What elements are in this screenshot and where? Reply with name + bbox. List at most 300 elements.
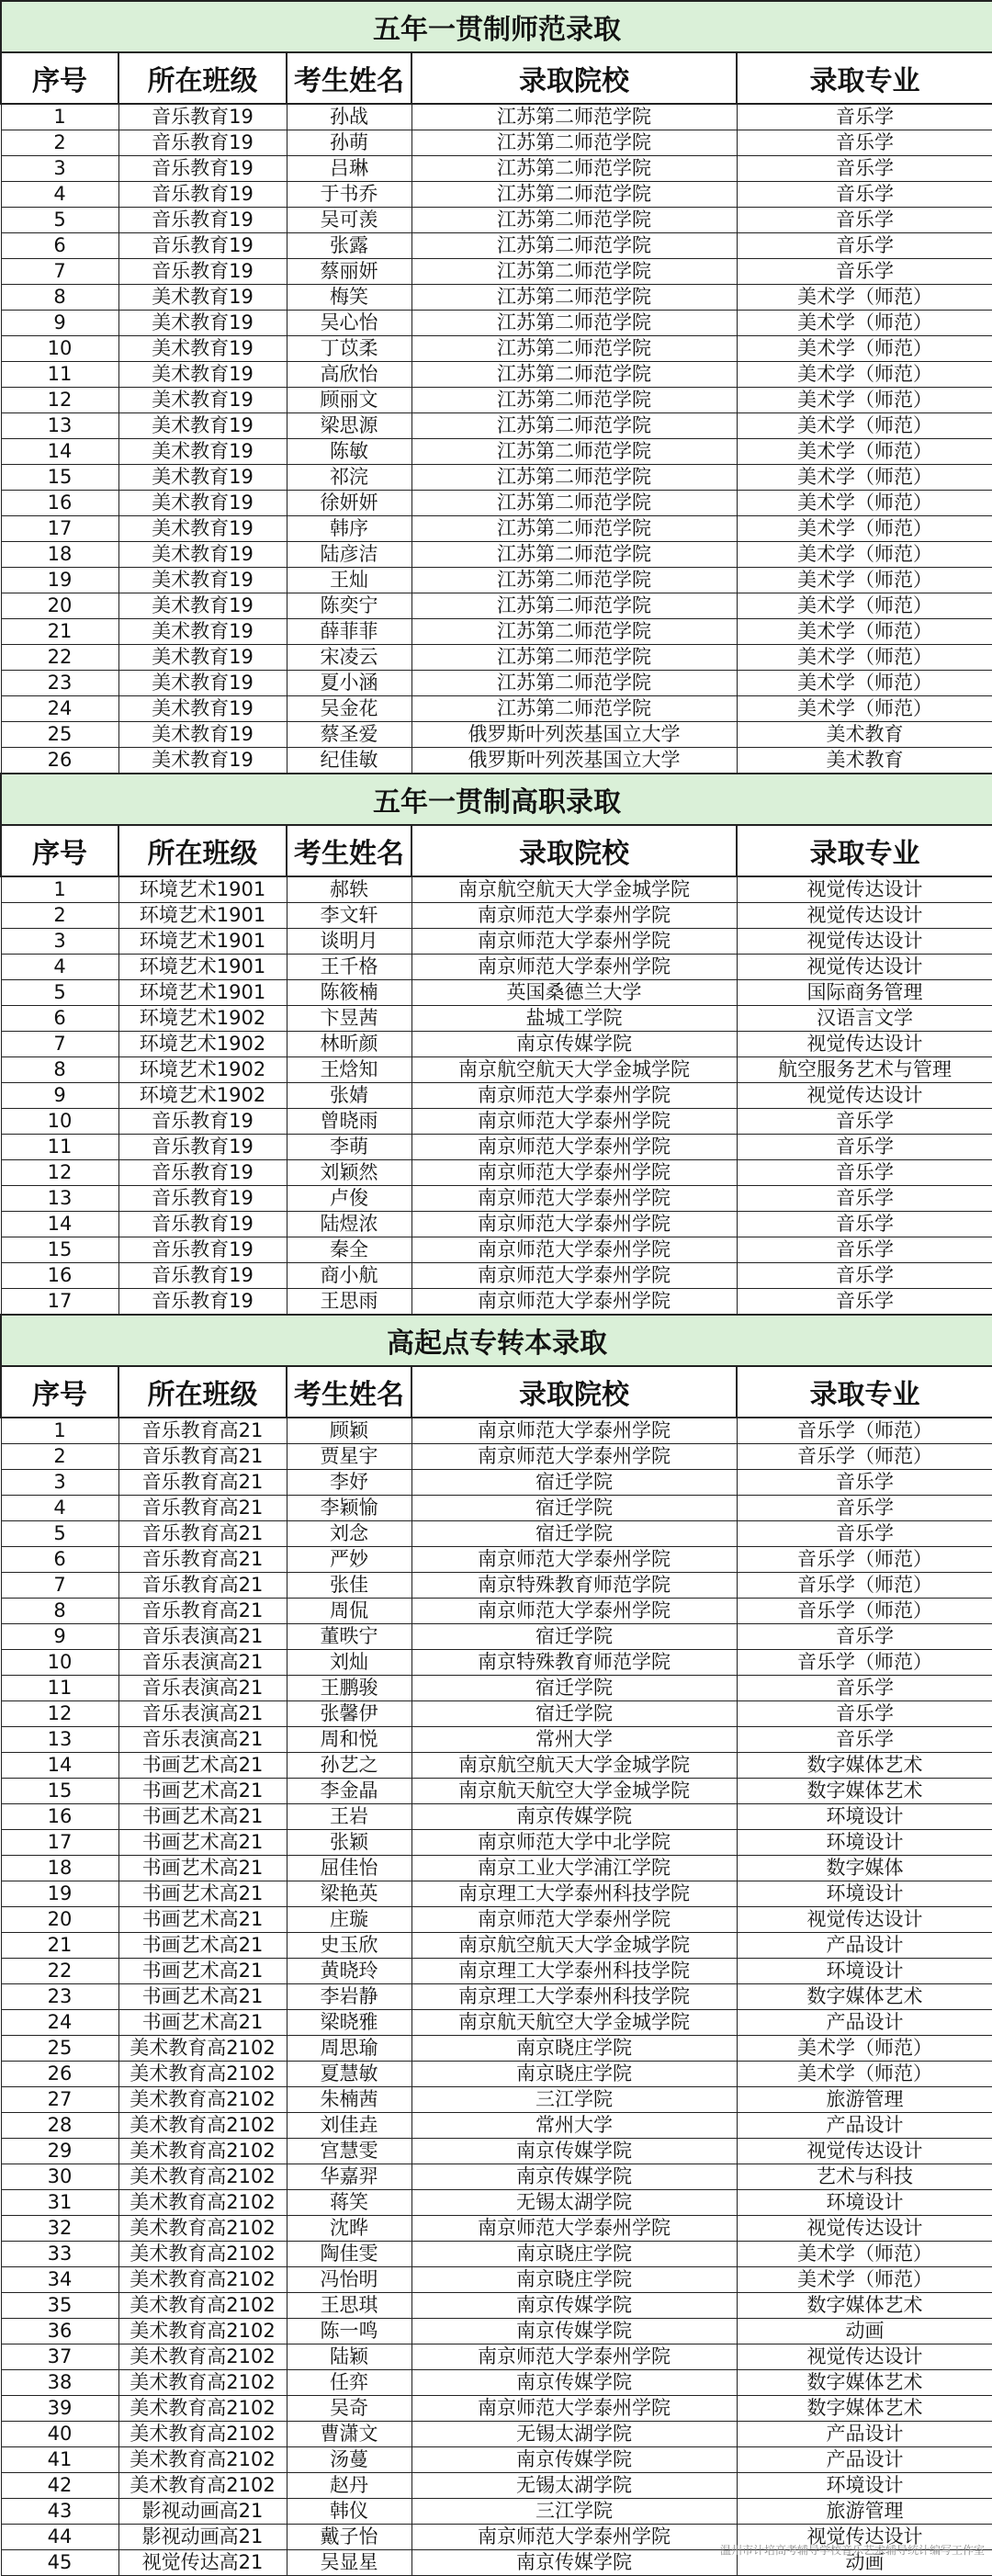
cell-student-name: 夏小涵 (287, 671, 411, 696)
table-row (1, 1263, 992, 1289)
table-row (1, 1907, 992, 1933)
cell-school: 南京晓庄学院 (411, 2062, 737, 2087)
cell-class: 书画艺术高21 (118, 1753, 287, 1779)
cell-school: 江苏第二师范学院 (411, 593, 737, 619)
cell-major: 音乐学 (737, 208, 992, 233)
cell-school: 江苏第二师范学院 (411, 413, 737, 439)
cell-student-name: 华嘉羿 (287, 2164, 411, 2190)
cell-class: 美术教育高2102 (118, 2319, 287, 2344)
cell-index: 3 (1, 156, 118, 182)
cell-index: 20 (1, 593, 118, 619)
table-row (1, 696, 992, 722)
cell-index: 29 (1, 2139, 118, 2164)
table-row (1, 1701, 992, 1727)
table-row (1, 955, 992, 980)
header-row (1, 825, 992, 876)
cell-student-name: 刘念 (287, 1521, 411, 1547)
cell-index: 9 (1, 1624, 118, 1650)
cell-class: 环境艺术1901 (118, 903, 287, 929)
cell-major: 美术学（师范） (737, 2267, 992, 2293)
cell-index: 19 (1, 1881, 118, 1907)
cell-major: 美术学（师范） (737, 2036, 992, 2062)
cell-major: 美术学（师范） (737, 336, 992, 362)
cell-index: 6 (1, 1006, 118, 1032)
cell-class: 环境艺术1901 (118, 955, 287, 980)
cell-school: 南京晓庄学院 (411, 2036, 737, 2062)
cell-index: 31 (1, 2190, 118, 2216)
cell-student-name: 梅笑 (287, 285, 411, 311)
table-row (1, 2062, 992, 2087)
cell-class: 美术教育19 (118, 696, 287, 722)
cell-major: 音乐学 (737, 1289, 992, 1316)
cell-student-name: 顾丽文 (287, 388, 411, 413)
table-row (1, 465, 992, 491)
cell-major: 音乐学（师范） (737, 1444, 992, 1470)
cell-major: 音乐学（师范） (737, 1418, 992, 1444)
table-row (1, 1573, 992, 1599)
table-row (1, 1624, 992, 1650)
cell-major: 视觉传达设计 (737, 1083, 992, 1109)
table-row (1, 1547, 992, 1573)
cell-student-name: 周侃 (287, 1599, 411, 1624)
cell-school: 南京师范大学泰州学院 (411, 1418, 737, 1444)
table-row (1, 876, 992, 903)
cell-school: 江苏第二师范学院 (411, 645, 737, 671)
cell-major: 美术学（师范） (737, 542, 992, 568)
cell-index: 43 (1, 2499, 118, 2525)
cell-student-name: 任弈 (287, 2370, 411, 2396)
table-row (1, 568, 992, 593)
cell-major: 音乐学 (737, 1470, 992, 1496)
table-row (1, 929, 992, 955)
table-row (1, 1057, 992, 1083)
cell-major: 数字媒体艺术 (737, 2293, 992, 2319)
cell-class: 美术教育高2102 (118, 2344, 287, 2370)
cell-class: 视觉传达高21 (118, 2550, 287, 2576)
table-row (1, 156, 992, 182)
cell-student-name: 韩序 (287, 516, 411, 542)
cell-index: 22 (1, 645, 118, 671)
cell-student-name: 李萌 (287, 1135, 411, 1160)
cell-index: 45 (1, 2550, 118, 2576)
table-row (1, 1160, 992, 1186)
cell-student-name: 夏慧敏 (287, 2062, 411, 2087)
cell-class: 音乐教育高21 (118, 1470, 287, 1496)
cell-major: 视觉传达设计 (737, 876, 992, 903)
cell-major: 美术学（师范） (737, 311, 992, 336)
cell-student-name: 史玉欣 (287, 1933, 411, 1959)
table-row (1, 1599, 992, 1624)
cell-major: 美术学（师范） (737, 362, 992, 388)
cell-class: 美术教育高2102 (118, 2087, 287, 2113)
cell-class: 音乐教育高21 (118, 1496, 287, 1521)
cell-class: 美术教育19 (118, 722, 287, 748)
cell-class: 美术教育19 (118, 748, 287, 774)
table-row (1, 1856, 992, 1881)
cell-class: 美术教育19 (118, 491, 287, 516)
cell-major: 美术学（师范） (737, 645, 992, 671)
cell-school: 南京师范大学泰州学院 (411, 2525, 737, 2550)
cell-major: 美术学（师范） (737, 671, 992, 696)
cell-index: 24 (1, 2010, 118, 2036)
table-row (1, 130, 992, 156)
cell-major: 艺术与科技 (737, 2164, 992, 2190)
cell-school: 江苏第二师范学院 (411, 208, 737, 233)
cell-school: 常州大学 (411, 1727, 737, 1753)
cell-school: 南京传媒学院 (411, 2447, 737, 2473)
cell-index: 42 (1, 2473, 118, 2499)
section-title: 五年一贯制高职录取 (1, 774, 992, 825)
cell-major: 数字媒体艺术 (737, 2370, 992, 2396)
cell-class: 美术教育19 (118, 439, 287, 465)
cell-student-name: 卢俊 (287, 1186, 411, 1212)
cell-class: 书画艺术高21 (118, 1907, 287, 1933)
cell-class: 环境艺术1902 (118, 1083, 287, 1109)
cell-class: 音乐表演高21 (118, 1701, 287, 1727)
col-header-name: 考生姓名 (287, 52, 411, 104)
cell-index: 14 (1, 439, 118, 465)
cell-index: 24 (1, 696, 118, 722)
cell-major: 美术教育 (737, 722, 992, 748)
cell-major: 视觉传达设计 (737, 2344, 992, 2370)
cell-index: 6 (1, 1547, 118, 1573)
cell-index: 36 (1, 2319, 118, 2344)
cell-student-name: 陆彦洁 (287, 542, 411, 568)
cell-school: 英国桑德兰大学 (411, 980, 737, 1006)
cell-major: 视觉传达设计 (737, 929, 992, 955)
cell-class: 美术教育高2102 (118, 2036, 287, 2062)
cell-index: 9 (1, 311, 118, 336)
table-row (1, 2164, 992, 2190)
cell-major: 美术学（师范） (737, 2242, 992, 2267)
cell-student-name: 周和悦 (287, 1727, 411, 1753)
cell-index: 4 (1, 1496, 118, 1521)
cell-index: 8 (1, 285, 118, 311)
col-header-index: 序号 (1, 52, 118, 104)
cell-major: 环境设计 (737, 1830, 992, 1856)
table-row (1, 542, 992, 568)
cell-student-name: 王思琪 (287, 2293, 411, 2319)
cell-student-name: 陈一鸣 (287, 2319, 411, 2344)
cell-class: 音乐教育高21 (118, 1521, 287, 1547)
table-row (1, 2319, 992, 2344)
cell-class: 音乐表演高21 (118, 1676, 287, 1701)
table-row (1, 748, 992, 774)
cell-class: 音乐表演高21 (118, 1624, 287, 1650)
table-row (1, 2473, 992, 2499)
cell-school: 南京传媒学院 (411, 2319, 737, 2344)
table-row (1, 2344, 992, 2370)
cell-major: 音乐学 (737, 1727, 992, 1753)
table-row (1, 2216, 992, 2242)
cell-school: 南京晓庄学院 (411, 2267, 737, 2293)
table-row (1, 1676, 992, 1701)
cell-class: 书画艺术高21 (118, 1984, 287, 2010)
cell-student-name: 卞昱茜 (287, 1006, 411, 1032)
cell-class: 音乐教育19 (118, 130, 287, 156)
cell-student-name: 王思雨 (287, 1289, 411, 1316)
cell-index: 1 (1, 876, 118, 903)
cell-major: 产品设计 (737, 2113, 992, 2139)
cell-school: 南京师范大学泰州学院 (411, 1547, 737, 1573)
cell-index: 1 (1, 104, 118, 130)
table-row (1, 1779, 992, 1804)
cell-school: 江苏第二师范学院 (411, 619, 737, 645)
cell-student-name: 张颖 (287, 1830, 411, 1856)
cell-student-name: 丁苡柔 (287, 336, 411, 362)
cell-class: 美术教育19 (118, 593, 287, 619)
cell-school: 南京师范大学泰州学院 (411, 1444, 737, 1470)
cell-class: 美术教育高2102 (118, 2267, 287, 2293)
cell-student-name: 王灿 (287, 568, 411, 593)
cell-class: 美术教育19 (118, 516, 287, 542)
cell-index: 15 (1, 1237, 118, 1263)
cell-class: 美术教育高2102 (118, 2422, 287, 2447)
table-row (1, 645, 992, 671)
cell-major: 美术学（师范） (737, 388, 992, 413)
cell-class: 美术教育高2102 (118, 2062, 287, 2087)
cell-major: 美术学（师范） (737, 619, 992, 645)
table-row (1, 259, 992, 285)
cell-class: 音乐表演高21 (118, 1650, 287, 1676)
cell-class: 美术教育高2102 (118, 2113, 287, 2139)
cell-student-name: 吴金花 (287, 696, 411, 722)
header-row (1, 1366, 992, 1418)
cell-student-name: 陆颖 (287, 2344, 411, 2370)
cell-class: 美术教育高2102 (118, 2370, 287, 2396)
cell-major: 数字媒体艺术 (737, 1753, 992, 1779)
cell-school: 南京航空航天大学金城学院 (411, 876, 737, 903)
cell-school: 江苏第二师范学院 (411, 671, 737, 696)
cell-index: 13 (1, 413, 118, 439)
cell-major: 视觉传达设计 (737, 955, 992, 980)
table-row (1, 1959, 992, 1984)
cell-major: 产品设计 (737, 2422, 992, 2447)
cell-class: 环境艺术1901 (118, 876, 287, 903)
cell-student-name: 刘灿 (287, 1650, 411, 1676)
cell-student-name: 张佳 (287, 1573, 411, 1599)
cell-major: 美术学（师范） (737, 413, 992, 439)
table-row (1, 388, 992, 413)
cell-student-name: 曾晓雨 (287, 1109, 411, 1135)
cell-school: 南京晓庄学院 (411, 2242, 737, 2267)
cell-class: 音乐教育19 (118, 1160, 287, 1186)
cell-class: 美术教育19 (118, 465, 287, 491)
cell-student-name: 商小航 (287, 1263, 411, 1289)
cell-index: 1 (1, 1418, 118, 1444)
table-row (1, 980, 992, 1006)
cell-school: 南京师范大学泰州学院 (411, 1907, 737, 1933)
cell-school: 南京航天航空大学金城学院 (411, 2010, 737, 2036)
cell-index: 7 (1, 1573, 118, 1599)
cell-student-name: 曹潇文 (287, 2422, 411, 2447)
cell-student-name: 吴可羡 (287, 208, 411, 233)
table-row (1, 2242, 992, 2267)
cell-major: 环境设计 (737, 1959, 992, 1984)
cell-class: 美术教育高2102 (118, 2473, 287, 2499)
cell-student-name: 陈敏 (287, 439, 411, 465)
cell-school: 南京传媒学院 (411, 1804, 737, 1830)
cell-student-name: 董昳宁 (287, 1624, 411, 1650)
cell-student-name: 梁晓雅 (287, 2010, 411, 2036)
cell-major: 环境设计 (737, 2190, 992, 2216)
cell-major: 音乐学 (737, 182, 992, 208)
cell-school: 南京师范大学泰州学院 (411, 929, 737, 955)
cell-school: 宿迁学院 (411, 1470, 737, 1496)
cell-student-name: 张馨伊 (287, 1701, 411, 1727)
watermark-text: 温州市计培高考辅导学校音乐艺术辅导统计编写工作室 (719, 2544, 985, 2557)
cell-student-name: 徐妍妍 (287, 491, 411, 516)
cell-class: 音乐教育19 (118, 208, 287, 233)
table-row (1, 2113, 992, 2139)
cell-index: 5 (1, 208, 118, 233)
cell-school: 江苏第二师范学院 (411, 542, 737, 568)
cell-school: 江苏第二师范学院 (411, 130, 737, 156)
cell-class: 音乐教育19 (118, 182, 287, 208)
cell-school: 南京师范大学泰州学院 (411, 1186, 737, 1212)
cell-class: 美术教育19 (118, 619, 287, 645)
cell-class: 书画艺术高21 (118, 1881, 287, 1907)
table-row (1, 1881, 992, 1907)
col-header-name: 考生姓名 (287, 1366, 411, 1418)
cell-major: 音乐学 (737, 1212, 992, 1237)
col-header-class: 所在班级 (118, 1366, 287, 1418)
cell-school: 南京师范大学泰州学院 (411, 1160, 737, 1186)
cell-index: 23 (1, 671, 118, 696)
table-row (1, 1109, 992, 1135)
cell-index: 37 (1, 2344, 118, 2370)
cell-class: 环境艺术1901 (118, 980, 287, 1006)
cell-class: 音乐教育高21 (118, 1599, 287, 1624)
cell-major: 美术教育 (737, 748, 992, 774)
cell-major: 美术学（师范） (737, 285, 992, 311)
cell-index: 16 (1, 1804, 118, 1830)
cell-class: 音乐表演高21 (118, 1727, 287, 1753)
cell-student-name: 宫慧雯 (287, 2139, 411, 2164)
cell-major: 视觉传达设计 (737, 2139, 992, 2164)
cell-index: 38 (1, 2370, 118, 2396)
cell-major: 数字媒体 (737, 1856, 992, 1881)
cell-class: 影视动画高21 (118, 2525, 287, 2550)
cell-major: 产品设计 (737, 2447, 992, 2473)
cell-major: 音乐学 (737, 1160, 992, 1186)
cell-index: 17 (1, 1830, 118, 1856)
cell-student-name: 林昕颜 (287, 1032, 411, 1057)
cell-school: 南京传媒学院 (411, 2139, 737, 2164)
cell-student-name: 秦全 (287, 1237, 411, 1263)
cell-school: 南京师范大学泰州学院 (411, 2216, 737, 2242)
table-row (1, 1804, 992, 1830)
cell-class: 美术教育19 (118, 542, 287, 568)
cell-school: 盐城工学院 (411, 1006, 737, 1032)
cell-index: 12 (1, 388, 118, 413)
cell-index: 15 (1, 465, 118, 491)
cell-student-name: 于书乔 (287, 182, 411, 208)
cell-major: 视觉传达设计 (737, 2525, 992, 2550)
table-row (1, 671, 992, 696)
cell-school: 俄罗斯叶列茨基国立大学 (411, 722, 737, 748)
col-header-school: 录取院校 (411, 825, 737, 876)
cell-class: 音乐教育高21 (118, 1573, 287, 1599)
cell-student-name: 薛菲菲 (287, 619, 411, 645)
cell-school: 无锡太湖学院 (411, 2422, 737, 2447)
table-row (1, 182, 992, 208)
cell-school: 江苏第二师范学院 (411, 696, 737, 722)
cell-class: 音乐教育19 (118, 1135, 287, 1160)
cell-major: 产品设计 (737, 1933, 992, 1959)
cell-school: 南京师范大学泰州学院 (411, 1263, 737, 1289)
col-header-class: 所在班级 (118, 52, 287, 104)
cell-student-name: 宋凌云 (287, 645, 411, 671)
cell-school: 宿迁学院 (411, 1521, 737, 1547)
cell-index: 28 (1, 2113, 118, 2139)
cell-major: 动画 (737, 2319, 992, 2344)
section-title: 五年一贯制师范录取 (1, 1, 992, 52)
cell-student-name: 汤蔓 (287, 2447, 411, 2473)
section-title: 高起点专转本录取 (1, 1315, 992, 1366)
cell-student-name: 梁艳英 (287, 1881, 411, 1907)
cell-school: 江苏第二师范学院 (411, 259, 737, 285)
cell-major: 音乐学 (737, 1186, 992, 1212)
cell-index: 40 (1, 2422, 118, 2447)
admission-table-body (1, 1, 992, 2576)
cell-index: 17 (1, 516, 118, 542)
cell-school: 江苏第二师范学院 (411, 233, 737, 259)
cell-school: 南京航天航空大学金城学院 (411, 1779, 737, 1804)
table-row (1, 1470, 992, 1496)
cell-school: 南京理工大学泰州科技学院 (411, 1959, 737, 1984)
cell-class: 书画艺术高21 (118, 1856, 287, 1881)
cell-index: 23 (1, 1984, 118, 2010)
section-title-row (1, 1, 992, 52)
table-row (1, 516, 992, 542)
cell-school: 宿迁学院 (411, 1624, 737, 1650)
cell-school: 江苏第二师范学院 (411, 568, 737, 593)
cell-school: 南京工业大学浦江学院 (411, 1856, 737, 1881)
cell-major: 音乐学 (737, 156, 992, 182)
cell-school: 宿迁学院 (411, 1701, 737, 1727)
cell-class: 美术教育高2102 (118, 2447, 287, 2473)
cell-index: 26 (1, 748, 118, 774)
cell-major: 视觉传达设计 (737, 2216, 992, 2242)
cell-index: 20 (1, 1907, 118, 1933)
section-title-row (1, 774, 992, 825)
cell-major: 旅游管理 (737, 2087, 992, 2113)
table-row (1, 1984, 992, 2010)
table-row (1, 1496, 992, 1521)
cell-school: 南京传媒学院 (411, 1032, 737, 1057)
cell-school: 江苏第二师范学院 (411, 465, 737, 491)
cell-major: 旅游管理 (737, 2499, 992, 2525)
cell-major: 数字媒体艺术 (737, 2396, 992, 2422)
cell-student-name: 李岩静 (287, 1984, 411, 2010)
cell-major: 音乐学 (737, 1135, 992, 1160)
cell-school: 江苏第二师范学院 (411, 156, 737, 182)
cell-student-name: 王岩 (287, 1804, 411, 1830)
cell-index: 12 (1, 1701, 118, 1727)
cell-major: 音乐学 (737, 104, 992, 130)
cell-major: 产品设计 (737, 2010, 992, 2036)
table-row (1, 2190, 992, 2216)
cell-school: 江苏第二师范学院 (411, 388, 737, 413)
cell-class: 音乐教育19 (118, 1263, 287, 1289)
cell-major: 环境设计 (737, 2473, 992, 2499)
cell-student-name: 李金晶 (287, 1779, 411, 1804)
cell-index: 7 (1, 259, 118, 285)
cell-major: 国际商务管理 (737, 980, 992, 1006)
cell-index: 14 (1, 1212, 118, 1237)
cell-major: 音乐学 (737, 1109, 992, 1135)
